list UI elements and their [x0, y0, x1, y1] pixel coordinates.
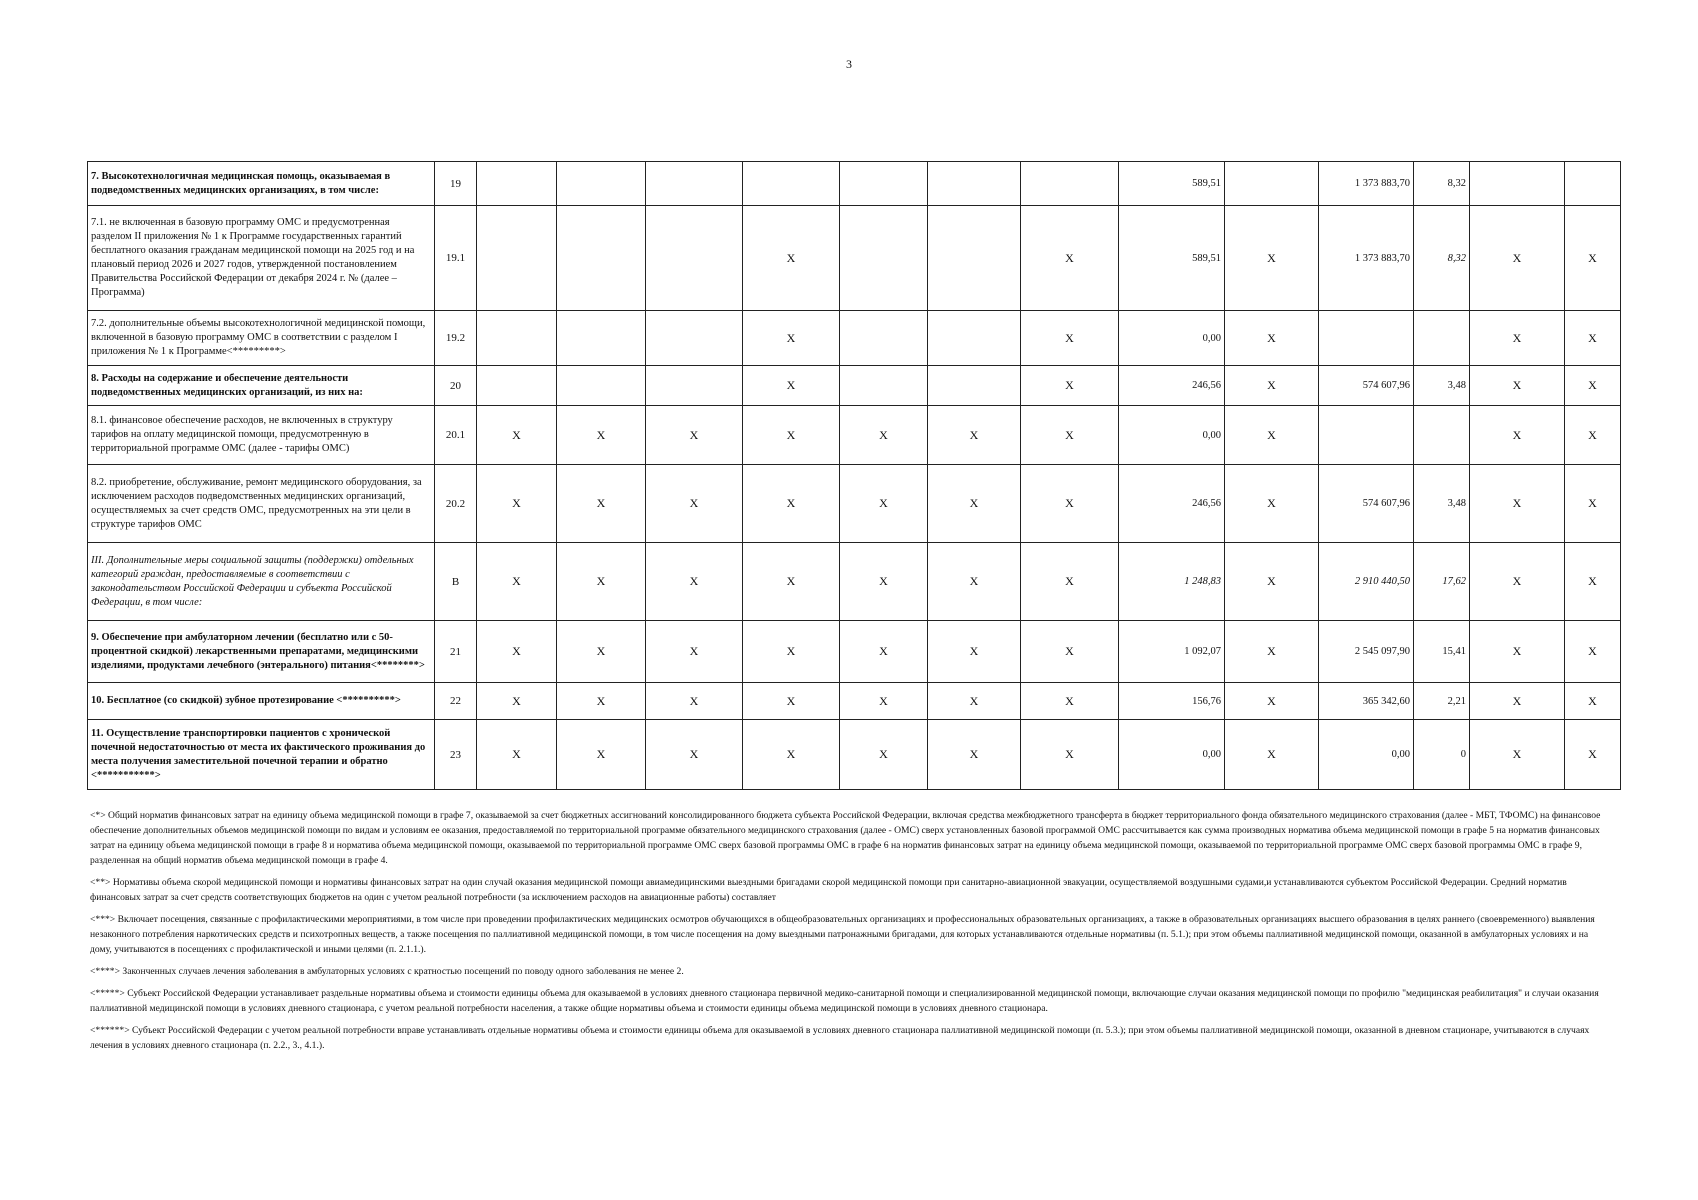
value-cell — [840, 311, 928, 366]
row-code-cell: 23 — [435, 720, 477, 790]
not-applicable-cell: X — [557, 543, 646, 621]
not-applicable-cell: X — [743, 683, 840, 720]
not-applicable-cell: X — [1225, 465, 1319, 543]
value-cell — [840, 206, 928, 311]
row-code-cell: 20.1 — [435, 406, 477, 465]
value-cell — [557, 206, 646, 311]
not-applicable-cell: X — [1225, 621, 1319, 683]
not-applicable-cell: X — [1470, 206, 1565, 311]
not-applicable-cell: X — [646, 543, 743, 621]
not-applicable-cell: X — [646, 465, 743, 543]
row-name-cell: 7. Высокотехнологичная медицинская помощь, оказываемая в подведомственных медицинских организациях, в том числе: — [88, 162, 435, 206]
value-cell — [1414, 406, 1470, 465]
row-name-cell: 8.1. финансовое обеспечение расходов, не включенных в структуру тарифов на оплату медицинской помощи, предусмотренную в территориальной программе ОМС (далее - тарифы ОМС) — [88, 406, 435, 465]
not-applicable-cell: X — [1470, 366, 1565, 406]
not-applicable-cell: X — [1470, 543, 1565, 621]
value-cell — [840, 366, 928, 406]
table-row — [88, 406, 1621, 465]
value-cell: 1 373 883,70 — [1319, 206, 1414, 311]
not-applicable-cell: X — [1565, 621, 1621, 683]
value-cell — [1319, 311, 1414, 366]
not-applicable-cell: X — [840, 683, 928, 720]
row-code-cell: 19.2 — [435, 311, 477, 366]
table-row — [88, 465, 1621, 543]
not-applicable-cell: X — [1565, 206, 1621, 311]
footnote: <*****> Субъект Российской Федерации устанавливает раздельные нормативы объема и стоимости единицы объема для оказываемой в условиях дневного стационара первичной медико-санитарной помощи и специализированной медицинской помощи, включающие случаи оказания медицинской помощи по профилю "медицинская реабилитация" и случаи оказания паллиативной медицинской помощи в условиях дневного стационара, с учетом реальной потребности населения, а также общие нормативы объема и стоимости единицы объема медицинской помощи в условиях дневного стационара. — [90, 988, 1599, 1014]
not-applicable-cell: X — [1225, 720, 1319, 790]
not-applicable-cell: X — [646, 621, 743, 683]
not-applicable-cell: X — [840, 720, 928, 790]
not-applicable-cell: X — [1021, 621, 1119, 683]
row-name-cell: 7.2. дополнительные объемы высокотехнологичной медицинской помощи, включенной в базовую программу ОМС в соответствии с разделом I приложения № 1 к Программе<*********> — [88, 311, 435, 366]
value-cell: 17,62 — [1414, 543, 1470, 621]
value-cell: 0,00 — [1119, 406, 1225, 465]
table-row — [88, 162, 1621, 206]
not-applicable-cell: X — [1565, 366, 1621, 406]
value-cell: 574 607,96 — [1319, 366, 1414, 406]
value-cell — [1225, 162, 1319, 206]
not-applicable-cell: X — [1565, 683, 1621, 720]
value-cell — [928, 366, 1021, 406]
footnote: <**> Нормативы объема скорой медицинской помощи и нормативы финансовых затрат на один случай оказания медицинской помощи авиамедицинскими выездными бригадами скорой медицинской помощи при санитарно-авиационной эвакуации, осуществляемой воздушными судами,и устанавливаются субъектом Российской Федерации. Средний норматив финансовых затрат за счет средств соответствующих бюджетов на один с учетом реальной потребности (за исключением расходов на авиационные работы) составляет — [90, 877, 1567, 903]
value-cell: 589,51 — [1119, 206, 1225, 311]
row-code-cell: 22 — [435, 683, 477, 720]
value-cell: 2 545 097,90 — [1319, 621, 1414, 683]
not-applicable-cell: X — [1225, 543, 1319, 621]
not-applicable-cell: X — [1225, 311, 1319, 366]
row-code-cell: 19.1 — [435, 206, 477, 311]
value-cell — [1470, 162, 1565, 206]
not-applicable-cell: X — [1470, 621, 1565, 683]
not-applicable-cell: X — [477, 543, 557, 621]
not-applicable-cell: X — [557, 683, 646, 720]
not-applicable-cell: X — [1225, 683, 1319, 720]
not-applicable-cell: X — [477, 720, 557, 790]
not-applicable-cell: X — [1470, 311, 1565, 366]
value-cell: 2 910 440,50 — [1319, 543, 1414, 621]
footnote: <*> Общий норматив финансовых затрат на единицу объема медицинской помощи в графе 7, оказываемой за счет бюджетных ассигнований консолидированного бюджета субъекта Российской Федерации, включая средства межбюджетного трансферта в бюджет территориального фонда обязательного медицинского страхования (далее - МБТ, ТФОМС) на финансовое обеспечение дополнительных объемов медицинской помощи по видам и условиям ее оказания, предоставляемой по территориальной программе обязательного медицинского страхования (далее - ОМС) сверх установленных базовой программой ОМС рассчитывается как сумма производных норматива объема медицинской помощи в графе 5 на норматив финансовых затрат на единицу объема медицинской помощи в графе 8 и норматива объема медицинской помощи, оказываемой по территориальной программе ОМС сверх базовой программы ОМС в графе 6 на норматив финансовых затрат на единицу объема медицинской помощи, оказываемой по территориальной программе ОМС сверх базовой программы ОМС в графе 9, разделенная на общий норматив объема медицинской помощи в графе 4. — [90, 810, 1601, 866]
not-applicable-cell: X — [557, 720, 646, 790]
value-cell — [557, 311, 646, 366]
value-cell: 0 — [1414, 720, 1470, 790]
page-number: 3 — [846, 57, 852, 71]
value-cell: 8,32 — [1414, 206, 1470, 311]
not-applicable-cell: X — [646, 683, 743, 720]
table-row — [88, 621, 1621, 683]
value-cell — [557, 366, 646, 406]
not-applicable-cell: X — [1470, 465, 1565, 543]
not-applicable-cell: X — [1225, 406, 1319, 465]
value-cell — [477, 206, 557, 311]
value-cell — [646, 206, 743, 311]
table-row — [88, 720, 1621, 790]
value-cell: 3,48 — [1414, 465, 1470, 543]
value-cell — [1021, 162, 1119, 206]
row-code-cell: 19 — [435, 162, 477, 206]
value-cell: 589,51 — [1119, 162, 1225, 206]
table-row — [88, 366, 1621, 406]
value-cell: 1 092,07 — [1119, 621, 1225, 683]
value-cell: 2,21 — [1414, 683, 1470, 720]
footnotes — [90, 808, 1610, 1060]
not-applicable-cell: X — [928, 720, 1021, 790]
not-applicable-cell: X — [928, 683, 1021, 720]
not-applicable-cell: X — [557, 406, 646, 465]
not-applicable-cell: X — [840, 543, 928, 621]
value-cell — [477, 366, 557, 406]
value-cell — [646, 162, 743, 206]
not-applicable-cell: X — [1021, 720, 1119, 790]
value-cell: 8,32 — [1414, 162, 1470, 206]
value-cell: 1 248,83 — [1119, 543, 1225, 621]
not-applicable-cell: X — [928, 406, 1021, 465]
row-name-cell: 7.1. не включенная в базовую программу ОМС и предусмотренная разделом II приложения № 1 к Программе государственных гарантий бесплатного оказания гражданам медицинской помощи на 2025 год и на плановый период 2026 и 2027 годов, утвержденной постановлением Правительства Российской Федерации от декабря 2024 г. № (далее – Программа) — [88, 206, 435, 311]
footnote: <****> Законченных случаев лечения заболевания в амбулаторных условиях с кратностью посещений по поводу одного заболевания не менее 2. — [90, 966, 684, 977]
value-cell — [646, 311, 743, 366]
value-cell: 0,00 — [1119, 720, 1225, 790]
value-cell — [477, 311, 557, 366]
norms-table — [87, 161, 1621, 790]
not-applicable-cell: X — [477, 465, 557, 543]
value-cell — [928, 162, 1021, 206]
not-applicable-cell: X — [557, 465, 646, 543]
value-cell — [557, 162, 646, 206]
value-cell: 246,56 — [1119, 366, 1225, 406]
not-applicable-cell: X — [840, 465, 928, 543]
table-row — [88, 206, 1621, 311]
not-applicable-cell: X — [928, 543, 1021, 621]
row-code-cell: 20.2 — [435, 465, 477, 543]
value-cell — [646, 366, 743, 406]
value-cell: 246,56 — [1119, 465, 1225, 543]
not-applicable-cell: X — [1565, 406, 1621, 465]
value-cell: 0,00 — [1119, 311, 1225, 366]
row-name-cell: III. Дополнительные меры социальной защиты (поддержки) отдельных категорий граждан, предоставляемые в соответствии с законодательством Российской Федерации и субъекта Российской Федерации, в том числе: — [88, 543, 435, 621]
value-cell — [1565, 162, 1621, 206]
value-cell — [928, 206, 1021, 311]
not-applicable-cell: X — [646, 406, 743, 465]
row-name-cell: 10. Бесплатное (со скидкой) зубное протезирование <**********> — [88, 683, 435, 720]
value-cell: 574 607,96 — [1319, 465, 1414, 543]
not-applicable-cell: X — [743, 465, 840, 543]
value-cell: 1 373 883,70 — [1319, 162, 1414, 206]
table-row — [88, 543, 1621, 621]
row-code-cell: 20 — [435, 366, 477, 406]
value-cell — [840, 162, 928, 206]
row-name-cell: 9. Обеспечение при амбулаторном лечении (бесплатно или с 50-процентной скидкой) лекарственными препаратами, медицинскими изделиями, продуктами лечебного (энтерального) питания<********> — [88, 621, 435, 683]
row-name-cell: 8.2. приобретение, обслуживание, ремонт медицинского оборудования, за исключением расходов подведомственных медицинских организаций, осуществляемых за счет средств ОМС, предусмотренных на эти цели в структуре тарифов ОМС — [88, 465, 435, 543]
row-name-cell: 11. Осуществление транспортировки пациентов с хронической почечной недостаточностью от места их фактического проживания до места получения заместительной почечной терапии и обратно <***********> — [88, 720, 435, 790]
not-applicable-cell: X — [928, 621, 1021, 683]
row-code-cell: 21 — [435, 621, 477, 683]
not-applicable-cell: X — [1225, 366, 1319, 406]
value-cell: 156,76 — [1119, 683, 1225, 720]
not-applicable-cell: X — [840, 406, 928, 465]
not-applicable-cell: X — [557, 621, 646, 683]
not-applicable-cell: X — [646, 720, 743, 790]
not-applicable-cell: X — [477, 406, 557, 465]
value-cell — [928, 311, 1021, 366]
not-applicable-cell: X — [743, 366, 840, 406]
not-applicable-cell: X — [1565, 720, 1621, 790]
not-applicable-cell: X — [1021, 465, 1119, 543]
not-applicable-cell: X — [1225, 206, 1319, 311]
table-row — [88, 311, 1621, 366]
not-applicable-cell: X — [743, 543, 840, 621]
footnote: <******> Субъект Российской Федерации с учетом реальной потребности вправе устанавливать отдельные нормативы объема и стоимости единицы объема для оказываемой в условиях дневного стационара паллиативной медицинской помощи (п. 5.3.); при этом объемы паллиативной медицинской помощи, оказанной в дневном стационаре, учитываются в случаях лечения в условиях дневного стационара (п. 2.2., 3., 4.1.). — [90, 1025, 1590, 1051]
value-cell: 0,00 — [1319, 720, 1414, 790]
not-applicable-cell: X — [1021, 366, 1119, 406]
not-applicable-cell: X — [1021, 311, 1119, 366]
row-code-cell: В — [435, 543, 477, 621]
value-cell: 3,48 — [1414, 366, 1470, 406]
not-applicable-cell: X — [743, 621, 840, 683]
value-cell — [743, 162, 840, 206]
not-applicable-cell: X — [840, 621, 928, 683]
not-applicable-cell: X — [1565, 311, 1621, 366]
not-applicable-cell: X — [1021, 406, 1119, 465]
not-applicable-cell: X — [1021, 206, 1119, 311]
row-name-cell: 8. Расходы на содержание и обеспечение деятельности подведомственных медицинских организаций, из них на: — [88, 366, 435, 406]
value-cell — [477, 162, 557, 206]
not-applicable-cell: X — [1470, 406, 1565, 465]
value-cell — [1414, 311, 1470, 366]
not-applicable-cell: X — [743, 720, 840, 790]
not-applicable-cell: X — [1021, 543, 1119, 621]
not-applicable-cell: X — [1565, 465, 1621, 543]
table-row — [88, 683, 1621, 720]
not-applicable-cell: X — [743, 311, 840, 366]
not-applicable-cell: X — [1021, 683, 1119, 720]
not-applicable-cell: X — [1470, 720, 1565, 790]
not-applicable-cell: X — [477, 683, 557, 720]
value-cell: 365 342,60 — [1319, 683, 1414, 720]
not-applicable-cell: X — [1565, 543, 1621, 621]
value-cell — [1319, 406, 1414, 465]
not-applicable-cell: X — [928, 465, 1021, 543]
not-applicable-cell: X — [1470, 683, 1565, 720]
not-applicable-cell: X — [743, 206, 840, 311]
not-applicable-cell: X — [477, 621, 557, 683]
footnote: <***> Включает посещения, связанные с профилактическими мероприятиями, в том числе при проведении профилактических медицинских осмотров обучающихся в общеобразовательных организациях и профессиональных образовательных организациях, а также в образовательных организациях высшего образования в целях раннего (своевременного) выявления незаконного потребления наркотических средств и психотропных веществ, а также посещения по паллиативной медицинской помощи, в том числе посещения на дому выездными патронажными бригадами, для которых устанавливаются отдельные нормативы (п. 5.1.); при этом объемы паллиативной медицинской помощи, оказанной в амбулаторных условиях и на дому, учитываются в посещениях с профилактической и иными целями (п. 2.1.1.). — [90, 914, 1595, 955]
value-cell: 15,41 — [1414, 621, 1470, 683]
not-applicable-cell: X — [743, 406, 840, 465]
